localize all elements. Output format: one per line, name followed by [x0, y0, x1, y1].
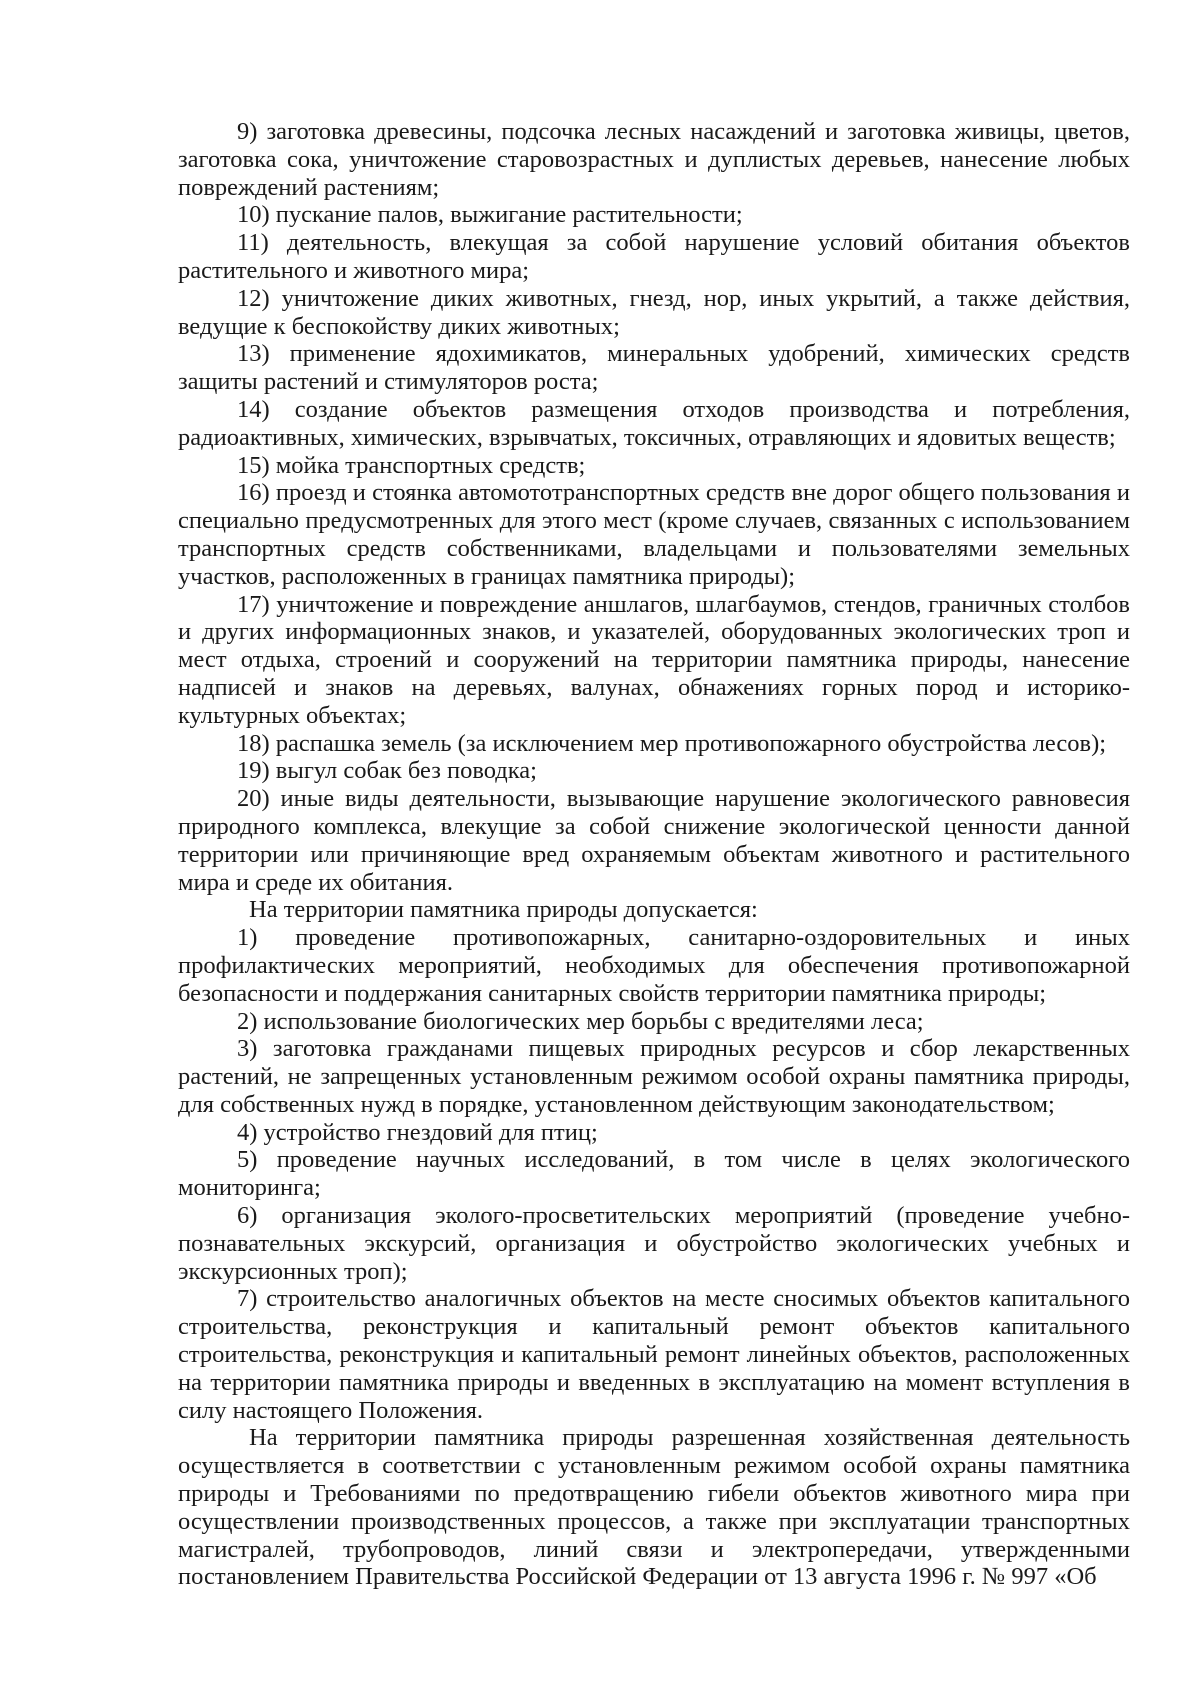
paragraph-item-16: 16) проезд и стоянка автомототранспортных средств вне дорог общего пользования и специально предусмотренных для этого мест (кроме случаев, связанных с использованием транспортных средств собственниками, владельцами и пользователями земельных участков, расположенных в границах памятника природы); — [178, 479, 1130, 590]
paragraph-item-13: 13) применение ядохимикатов, минеральных удобрений, химических средств защиты растений и стимуляторов роста; — [178, 340, 1130, 396]
paragraph-item-20: 20) иные виды деятельности, вызывающие нарушение экологического равновесия природного комплекса, влекущие за собой снижение экологической ценности данной территории или причиняющие вред охраняемым объектам животного и растительного мира и среде их обитания. — [178, 785, 1130, 896]
permitted-item-4: 4) устройство гнездовий для птиц; — [237, 1118, 598, 1146]
permitted-item-6: 6) организация эколого-просветительских мероприятий (проведение учебно-познавательных экскурсий, организация и обустройство экологических учебных и экскурсионных троп); — [178, 1202, 1130, 1285]
economic-activity-paragraph: На территории памятника природы разрешенная хозяйственная деятельность осуществляется в соответствии с установленным режимом особой охраны памятника природы и Требованиями по предотвращению гибели объектов животного мира при осуществлении производственных процессов, а также при эксплуатации транспортных магистралей, трубопроводов, линий связи и электропередачи, утвержденными постановлением Правительства Российской Федерации от 13 августа 1996 г. № 997 «Об — [178, 1424, 1130, 1591]
paragraph-item-18: 18) распашка земель (за исключением мер противопожарного обустройства лесов); — [237, 729, 1107, 757]
permitted-item-1: 1) проведение противопожарных, санитарно-оздоровительных и иных профилактических мероприятий, необходимых для обеспечения противопожарной безопасности и поддержания санитарных свойств территории памятника природы; — [178, 924, 1130, 1007]
permitted-item-2: 2) использование биологических мер борьбы с вредителями леса; — [237, 1007, 924, 1035]
paragraph-item-17: 17) уничтожение и повреждение аншлагов, шлагбаумов, стендов, граничных столбов и других информационных знаков, и указателей, оборудованных экологических троп и мест отдыха, строений и сооружений на территории памятника природы, нанесение надписей и знаков на деревьях, валунах, обнажениях горных пород и историко-культурных объектах; — [178, 590, 1130, 729]
paragraph-item-11: 11) деятельность, влекущая за собой нарушение условий обитания объектов растительного и животного мира; — [178, 229, 1130, 284]
document-page — [178, 118, 1130, 1591]
paragraph-item-9: 9) заготовка древесины, подсочка лесных насаждений и заготовка живицы, цветов, заготовка сока, уничтожение старовозрастных и дуплистых деревьев, нанесение любых повреждений растениям; — [178, 118, 1130, 201]
permitted-item-7: 7) строительство аналогичных объектов на месте сносимых объектов капитального строительства, реконструкция и капитальный ремонт объектов капитального строительства, реконструкция и капитальный ремонт линейных объектов, расположенных на территории памятника природы и введенных в эксплуатацию на момент вступления в силу настоящего Положения. — [178, 1285, 1130, 1424]
paragraph-item-14: 14) создание объектов размещения отходов производства и потребления, радиоактивных, химических, взрывчатых, токсичных, отравляющих и ядовитых веществ; — [178, 395, 1130, 451]
permitted-heading: На территории памятника природы допускается: — [249, 896, 758, 924]
paragraph-item-19: 19) выгул собак без поводка; — [237, 757, 537, 785]
paragraph-item-10: 10) пускание палов, выжигание растительности; — [237, 201, 743, 229]
permitted-item-3: 3) заготовка гражданами пищевых природных ресурсов и сбор лекарственных растений, не запрещенных установленным режимом особой охраны памятника природы, для собственных нужд в порядке, установленном действующим законодательством; — [178, 1035, 1130, 1118]
paragraph-item-12: 12) уничтожение диких животных, гнезд, нор, иных укрытий, а также действия, ведущие к беспокойству диких животных; — [178, 284, 1130, 340]
paragraph-item-15: 15) мойка транспортных средств; — [237, 451, 586, 479]
permitted-item-5: 5) проведение научных исследований, в том числе в целях экологического мониторинга; — [178, 1146, 1130, 1202]
